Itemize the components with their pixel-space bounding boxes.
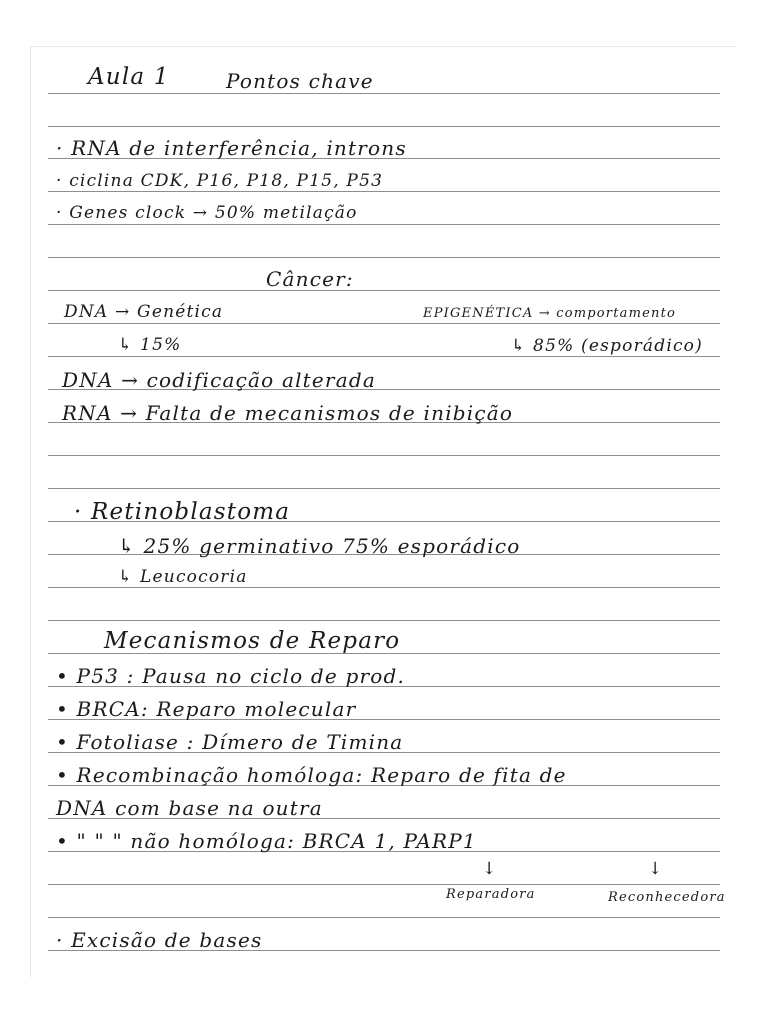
rna-falta: RNA → Falta de mecanismos de inibição: [62, 401, 514, 425]
ruled-line: [48, 191, 720, 192]
reparo-fotoliase: • Fotoliase : Dímero de Timina: [56, 730, 404, 754]
reparo-recombinacao: • Recombinação homóloga: Reparo de fita de: [56, 763, 567, 787]
reconhecedora-label: Reconhecedora: [608, 890, 726, 905]
reparo-nao-homologa: • " " " não homóloga: BRCA 1, PARP1: [56, 829, 477, 853]
ruled-line: [48, 455, 720, 456]
ruled-line: [48, 126, 720, 127]
dna-genetica: DNA → Genética: [64, 302, 224, 322]
reparo-p53: • P53 : Pausa no ciclo de prod.: [56, 664, 406, 688]
retinoblastoma-pcts: ↳ 25% germinativo 75% esporádico: [118, 534, 521, 558]
ruled-line: [48, 257, 720, 258]
reparo-heading: Mecanismos de Reparo: [104, 628, 401, 654]
cancer-heading: Câncer:: [266, 267, 354, 291]
note-subtitle: Pontos chave: [226, 69, 374, 93]
pct-15: ↳ 15%: [118, 335, 182, 355]
ruled-line: [48, 224, 720, 225]
ruled-line: [48, 620, 720, 621]
ruled-line: [48, 93, 720, 94]
bullet-ciclina: · ciclina CDK, P16, P18, P15, P53: [56, 171, 384, 191]
note-title: Aula 1: [88, 64, 170, 90]
ruled-line: [48, 323, 720, 324]
ruled-line: [48, 917, 720, 918]
arrow-down-icon: ↓: [482, 859, 498, 879]
ruled-line: [48, 488, 720, 489]
reparo-brca: • BRCA: Reparo molecular: [56, 697, 357, 721]
ruled-line: [48, 884, 720, 885]
bullet-rna-interferencia: · RNA de interferência, introns: [56, 136, 407, 160]
arrow-down-icon: ↓: [648, 859, 664, 879]
pct-85: ↳ 85% (esporádico): [511, 336, 703, 356]
ruled-line: [48, 587, 720, 588]
ruled-line: [48, 356, 720, 357]
reparadora-label: Reparadora: [446, 887, 536, 902]
reparo-dna-base: DNA com base na outra: [56, 796, 323, 820]
dna-codificacao: DNA → codificação alterada: [62, 368, 376, 392]
leucocoria: ↳ Leucocoria: [118, 567, 248, 587]
ruled-line: [48, 290, 720, 291]
bullet-genes-clock: · Genes clock → 50% metilação: [56, 203, 358, 223]
excisao-bases: · Excisão de bases: [56, 928, 263, 952]
epigenetica: EPIGENÉTICA → comportamento: [423, 306, 677, 321]
retinoblastoma-title: · Retinoblastoma: [74, 499, 291, 525]
